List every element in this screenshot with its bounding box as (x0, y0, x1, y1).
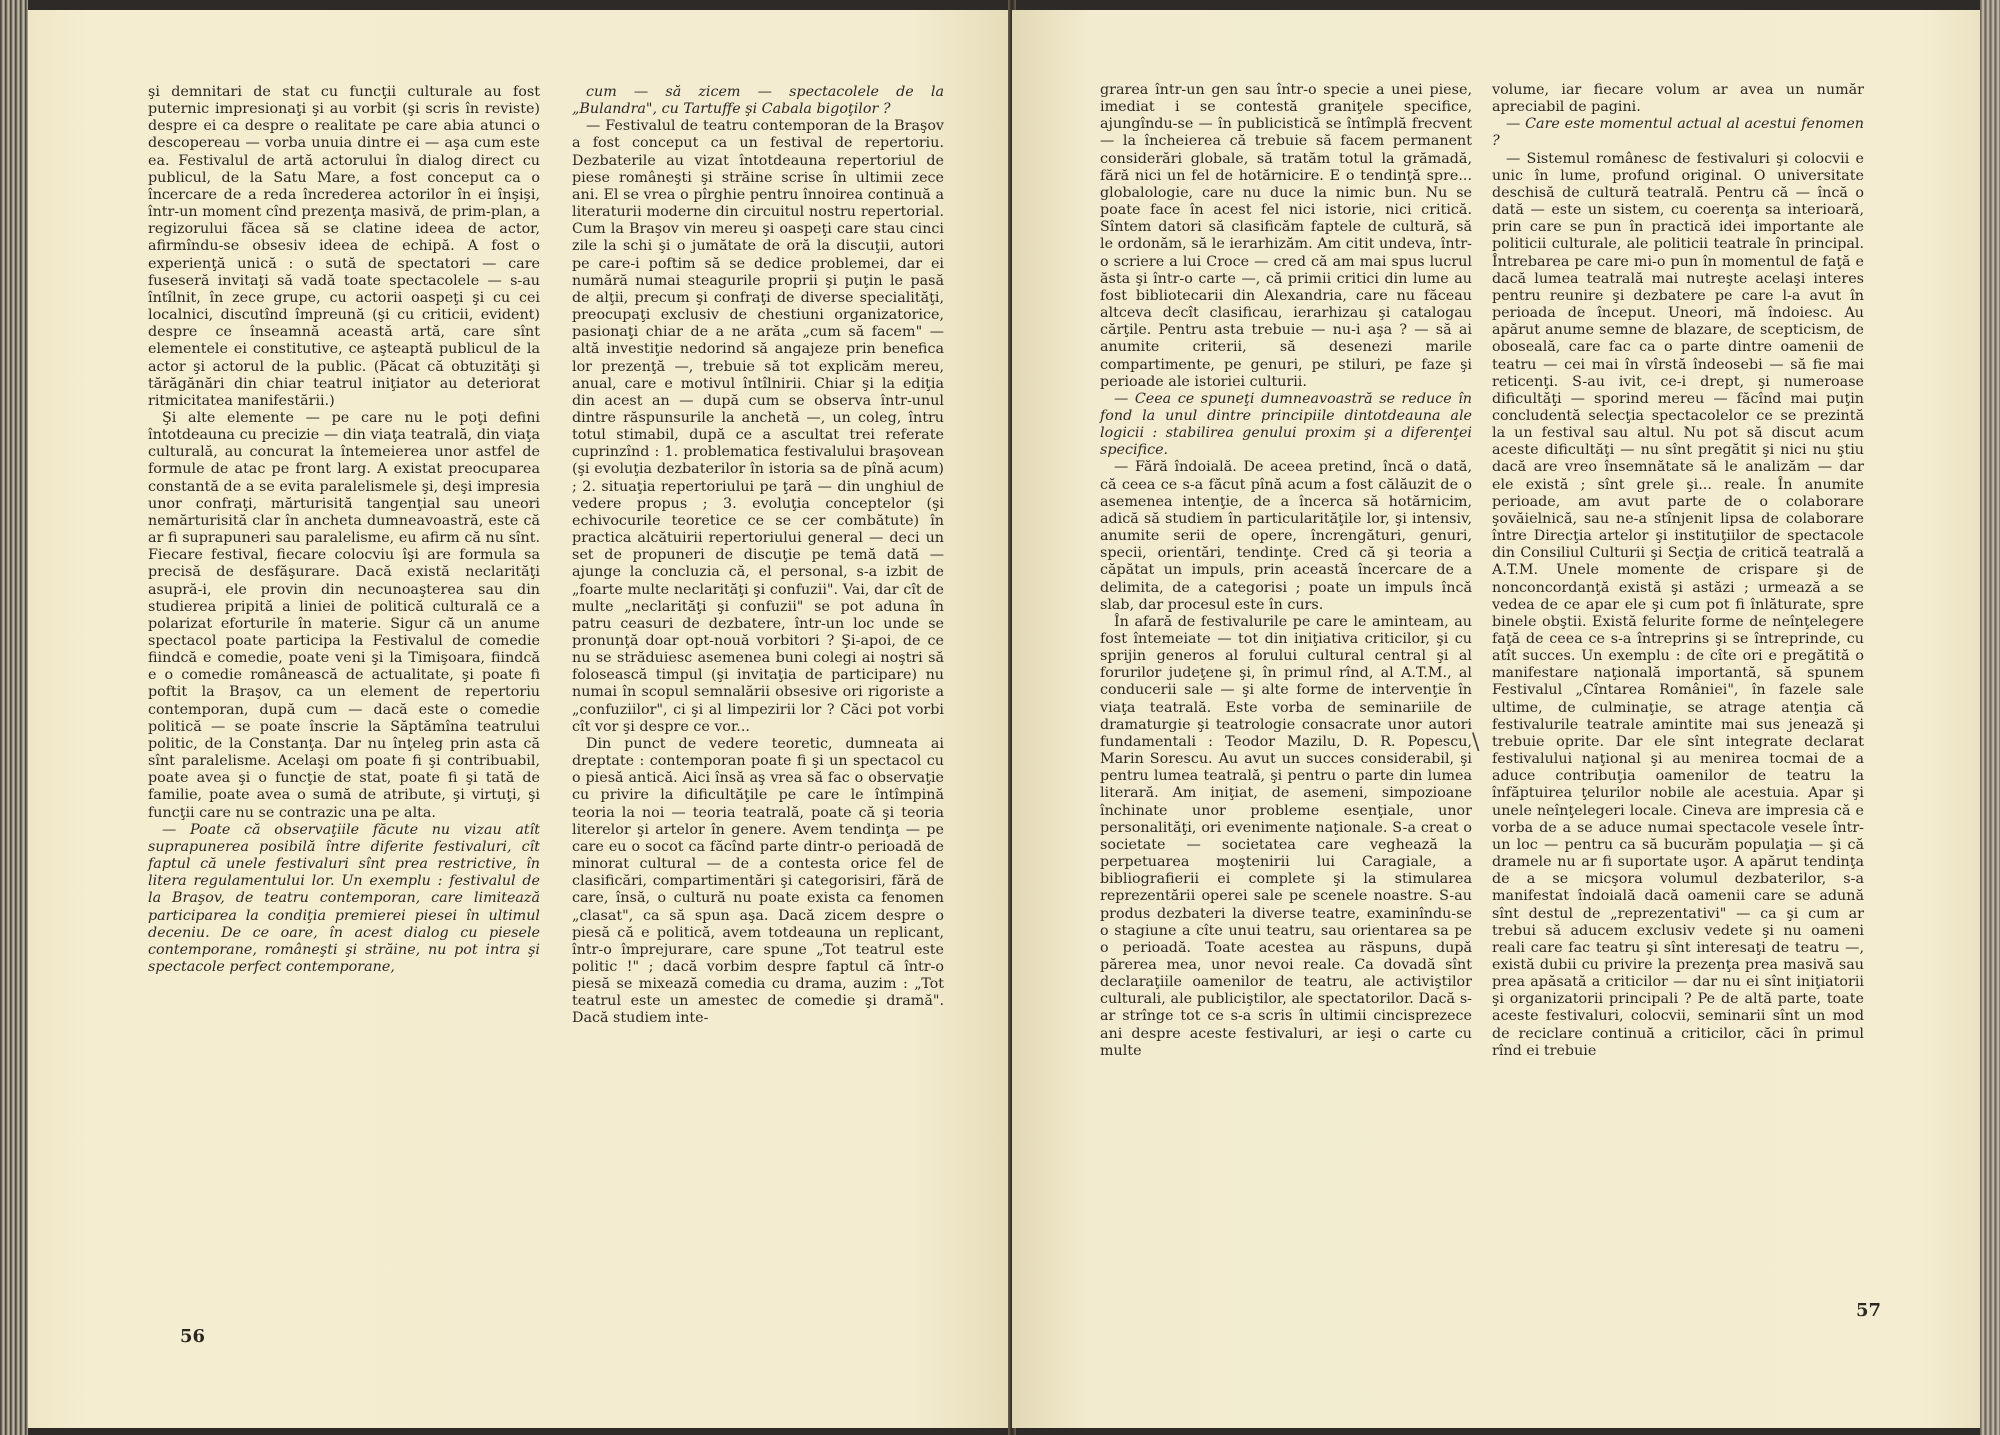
paragraph: — Festivalul de teatru contemporan de la Braşov a fost conceput ca un festival de repertoriu. Dezbaterile au vizat întotdeauna repertoriul de piese româneşti şi străine scrise în ultimii zece ani. El se vrea o pîrghie pentru înnoirea continuă a literaturii moderne din circuitul nostru repertorial. Cum la Braşov vin mereu şi oaspeţi care stau cinci zile la schi şi o jumătate de oră la discuţii, autori pe care-i poftim să se dedice problemei, dar ei numără numai steagurile proprii şi puţin le pasă de alţii, precum şi confraţi de diverse specialităţi, preocupaţi exclusiv de chestiuni organizatorice, pasionaţi chiar de a ne arăta „cum să facem" — altă investiţie nedorind să angajeze prin benefica lor prezenţă —, trebuie să tot explicăm mereu, anual, care e motivul întîlnirii. Chiar şi la ediţia din acest an — după cum se observa într-unul dintre răspunsurile la anchetă —, un coleg, întru totul stimabil, după ce a ascultat trei referate cuprinzînd : 1. problematica festivalului braşovean (şi evoluţia dezbaterilor în istoria sa de pînă acum) ; 2. situaţia repertoriului pe ţară — din unghiul de vedere propus ; 3. evoluţia conceptelor (şi echivocurile teoretice ce se cer combătute) în practica alcătuirii repertoriului general — deci un set de propuneri de discuţie pe temă dată — ajunge la concluzia că, el personal, s-a izbit de „foarte multe neclarităţi şi confuzii". Vai, dar cît de multe „neclarităţi şi confuzii" se pot aduna în patru ceasuri de dezbatere, într-un loc unde se pronunţă doar opt-nouă vorbitori ? Şi-apoi, de ce nu se străduiesc asemenea buni colegi ai noştri să folosească timpul (şi invitaţia de participare) nu numai în scopul semnalării obsesive ori rigoriste a „confuziilor", ci şi al limpezirii lor ? Căci pot vorbi cît vor şi despre ce vor... (572, 118, 944, 735)
paragraph: Din punct de vedere teoretic, dumneata ai dreptate : contemporan poate fi şi un spectacol cu o piesă antică. Aici însă aş vrea să fac o observaţie cu privire la dificultăţile pe care le întîmpină teoria la noi — teoria teatrală, poate că şi teoria literelor şi artelor în genere. Avem tendinţa — pe care eu o socot ca făcînd parte dintr-o perioadă de minorat cultural — de a contesta orice fel de clasificări, compartimentări şi categorisiri, fără de care, însă, o cultură nu poate exista ca fenomen „clasat", ca să spun aşa. Dacă zicem despre o piesă că e politică, avem totdeauna un replicant, într-o împrejurare, care spune „Tot teatrul este politic !" ; dacă vorbim despre faptul că într-o piesă se mixează comedia cu drama, auzim : „Tot teatrul este un amestec de comedie şi dramă". Dacă studiem inte- (572, 735, 944, 1027)
left-page-column-1 (148, 84, 540, 976)
left-page-column-2 (572, 84, 944, 1028)
margin-mark: \ (1472, 730, 1480, 755)
right-page-edges (1980, 0, 2000, 1435)
paragraph: volume, iar fiecare volum ar avea un număr apreciabil de pagini. (1492, 82, 1864, 116)
interview-question: cum — să zicem — spectacolele de la „Bulandra", cu Tartuffe şi Cabala bigoţilor ? (572, 84, 944, 118)
paragraph: grarea într-un gen sau într-o specie a unei piese, imediat i se contestă graniţele specifice, ajungîndu-se — în publicistică se întîmplă frecvent — la încheierea că trebuie să facem permanent considerări globale, să tratăm totul la grămadă, fără nici un fel de hotărnicire. E o tendinţă spre... globalologie, care nu duce la nimic bun. Nu se poate face în acest fel nici istorie, nici critică. Sîntem datori să clasificăm faptele de cultură, să le ordonăm, să le ierarhizăm. Am citit undeva, într-o scriere a lui Croce — cred că am mai spus lucrul ăsta şi într-o carte —, că primii critici din lume au fost bibliotecarii din Alexandria, care nu făceau altceva decît clasificau, ierarhizau şi catalogau cărţile. Pentru asta trebuie — nu-i aşa ? — să ai anumite criterii, să desenezi marile compartimente, pe genuri, pe stiluri, pe faze şi perioade ale istoriei culturii. (1100, 82, 1472, 390)
interview-question: — Care este momentul actual al acestui fenomen ? (1492, 116, 1864, 150)
paragraph: — Fără îndoială. De aceea pretind, încă o dată, că ceea ce s-a făcut pînă acum a fost călăuzit de o asemenea intenţie, de a încerca să hotărnicim, adică să studiem în particularităţile lor, şi intensiv, anumite serii de opere, încrengături, genuri, specii, orientări, tendinţe. Cred că şi teoria a căpătat un impuls, prin această încercare de a delimita, de a categorisi ; poate un impuls încă slab, dar procesul este în curs. (1100, 459, 1472, 613)
paragraph: şi demnitari de stat cu funcţii culturale au fost puternic impresionaţi şi au vorbit (şi scris în reviste) despre ei ca despre o realitate pe care abia atunci o descopereau — vorba unuia dintre ei — aşa cum este ea. Festivalul de artă actorului în dialog direct cu publicul, de la Satu Mare, a fost conceput ca o încercare de a reda încrederea actorilor în ei înşişi, într-un moment cînd prezenţa masivă, de prim-plan, a regizorului făcea să se clatine ideea de actor, afirmîndu-se obsesiv ideea de echipă. A fost o experienţă unică : o sută de spectatori — care fuseseră invitaţi să vadă toate spectacolele — s-au întîlnit, în zece grupe, cu actorii oaspeţi şi cu cei localnici, discutînd împreună (şi cu criticii, evident) despre ce înseamnă această artă, care sînt elementele ei constitutive, ce aşteaptă publicul de la actor şi actorul de la public. (Păcat că obtuzităţi şi tărăgănări din chiar teatrul iniţiator au deteriorat ritmicitatea manifestării.) (148, 84, 540, 409)
page-number-left: 56 (180, 1326, 206, 1347)
interview-question: — Poate că observaţiile făcute nu vizau atît suprapunerea posibilă între diferite festivaluri, cît faptul că unele festivaluri sînt prea restrictive, în litera regulamentului lor. Un exemplu : festivalul de la Braşov, de teatru contemporan, care limitează participarea la condiţia premierei piesei în ultimul deceniu. De ce oare, în acest dialog cu piesele contemporane, româneşti şi străine, nu pot intra şi spectacole perfect contemporane, (148, 821, 540, 975)
paragraph: Şi alte elemente — pe care nu le poţi defini întotdeauna cu precizie — din viaţa teatrală, din viaţa culturală, au concurat la întemeierea unor astfel de formule de atac pe front larg. A existat preocuparea constantă de a se evita paralelismele şi, deşi impresia unor confraţi, mărturisită tangenţial sau uneori nemărturisită clar în ancheta dumneavoastră, este că ar fi suprapuneri sau paralelisme, eu afirm că nu sînt. Fiecare festival, fiecare colocviu îşi are formula sa precisă de desfăşurare. Dacă există neclarităţi asupră-i, ele provin din necunoaşterea sau din studierea pripită a liniei de politică culturală ce a polarizat eforturile în materie. Sigur că un anume spectacol poate participa la Festivalul de comedie fiindcă e comedie, poate veni şi la Timişoara, fiindcă e o comedie românească de actualitate, şi poate fi poftit la Braşov, ca un element de repertoriu contemporan, după cum — dacă este o comedie politică — se poate înscrie la Săptămîna teatrului politic, de la Constanţa. Dar nu înţeleg prin asta că sînt paralelisme. Acelaşi om poate fi şi contribuabil, poate avea şi o funcţie de stat, poate fi şi tată de familie, poate avea o sumă de atribute, şi virtuţi, şi funcţii care nu se contrazic una pe alta. (148, 409, 540, 821)
interview-question: — Ceea ce spuneţi dumneavoastră se reduce în fond la unul dintre principiile dintotdeauna ale logicii : stabilirea genului proxim şi a diferenţei specifice. (1100, 390, 1472, 459)
page-number-right: 57 (1856, 1300, 1882, 1321)
paragraph: În afară de festivalurile pe care le aminteam, au fost întemeiate — tot din iniţiativa criticilor, şi cu sprijin generos al forului cultural central şi al forurilor judeţene şi, în primul rînd, al A.T.M., al conducerii sale — şi alte forme de intervenţie în viaţa teatrală. Este vorba de seminariile de dramaturgie şi teatrologie consacrate unor autori fundamentali : Teodor Mazilu, D. R. Popescu, Marin Sorescu. Au avut un succes considerabil, şi pentru lumea teatrală, şi pentru o parte din lumea literară. Am iniţiat, de asemeni, simpozioane închinate unor probleme esenţiale, unor personalităţi, ori evenimente naţionale. S-a creat o societate — societatea care veghează la perpetuarea moştenirii lui Caragiale, a bibliografierii ei complete şi la stimularea reprezentării operei sale pe scenele noastre. S-au produs dezbateri la diverse teatre, examinîndu-se o stagiune a cîte unui teatru, sau orientarea sa pe o perioadă. Toate acestea au răspuns, după părerea mea, unor nevoi reale. Ca dovadă sînt declaraţiile oamenilor de teatru, ale activiştilor culturali, ale publiciştilor, ale spectatorilor. Dacă s-ar strînge tot ce s-a scris în ultimii cincisprezece ani despre aceste festivaluri, ar ieşi o carte cu multe (1100, 613, 1472, 1059)
right-page-column-2 (1492, 82, 1864, 1060)
right-page-column-1 (1100, 82, 1472, 1060)
left-page-edges (0, 0, 28, 1435)
paragraph: — Sistemul românesc de festivaluri şi colocvii e unic în lume, profund original. O universitate deschisă de cultură teatrală. Pentru că — încă o dată — este un sistem, cu coerenţa sa interioară, prin care se pun în practică idei importante ale politicii culturale, ale politicii teatrale în principal. Întrebarea pe care mi-o pun în momentul de faţă e dacă lumea teatrală mai nutreşte acelaşi interes pentru reunire şi dezbatere pe care l-a avut în perioada de început. Uneori, mă îndoiesc. Au apărut anume semne de blazare, de scepticism, de oboseală, care fac ca o parte dintre oamenii de teatru — cei mai în vîrstă îndeosebi — să fie mai reticenţi. S-au ivit, ce-i drept, şi numeroase dificultăţi — sporind mereu — făcînd mai puţin concludentă selecţia spectacolelor ce se prezintă la un festival sau altul. Nu pot să discut acum aceste dificultăţi — nu sînt pregătit şi nici nu ştiu dacă are vreo însemnătate să le analizăm — dar ele există ; sînt grele şi... reale. În anumite perioade, am avut parte de o colaborare şovăielnică, sau ne-a stînjenit lipsa de colaborare între Direcţia artelor şi instituţiilor de spectacole din Consiliul Culturii şi Secţia de critică teatrală a A.T.M. Unele momente de crispare şi de nonconcordanţă există şi astăzi ; urmează a se vedea de ce apar ele şi cum pot fi înlăturate, spre binele obştii. Există felurite forme de neînţelegere faţă de ceea ce s-a întreprins şi se întreprinde, cu atît succes. Un exemplu : de cîte ori e pregătită o manifestare naţională importantă, să spunem Festivalul „Cîntarea României", în fazele sale ultime, de culminaţie, se atrage atenţia că festivalurile teatrale amintite mai sus jenează şi trebuie oprite. Dar ele sînt integrate declarat festivalului naţional şi au menirea tocmai de a aduce contribuţia oamenilor de teatru la înfăptuirea ţelurilor nobile ale acestuia. Apar şi unele neînţelegeri locale. Cineva are impresia că e vorba de a se aduce numai spectacole vesele într-un loc — pentru ca să bucurăm populaţia — şi că dramele nu ar fi suportate uşor. A apărut tendinţa de a se micşora volumul dezbaterilor, s-a manifestat îndoială dacă oamenii care se adună sînt destul de „reprezentativi" — ca şi cum ar trebui să aducem exclusiv vedete şi nu oameni reali care fac teatru şi sînt interesaţi de teatru —, există dubii cu privire la prezenţa prea masivă sau prea apăsată a criticilor — dar nu ei sînt iniţiatorii şi organizatorii principali ? Pe de altă parte, toate aceste festivaluri, colocvii, seminarii sînt un mod de reciclare continuă a criticilor, căci în primul rînd ei trebuie (1492, 150, 1864, 1059)
